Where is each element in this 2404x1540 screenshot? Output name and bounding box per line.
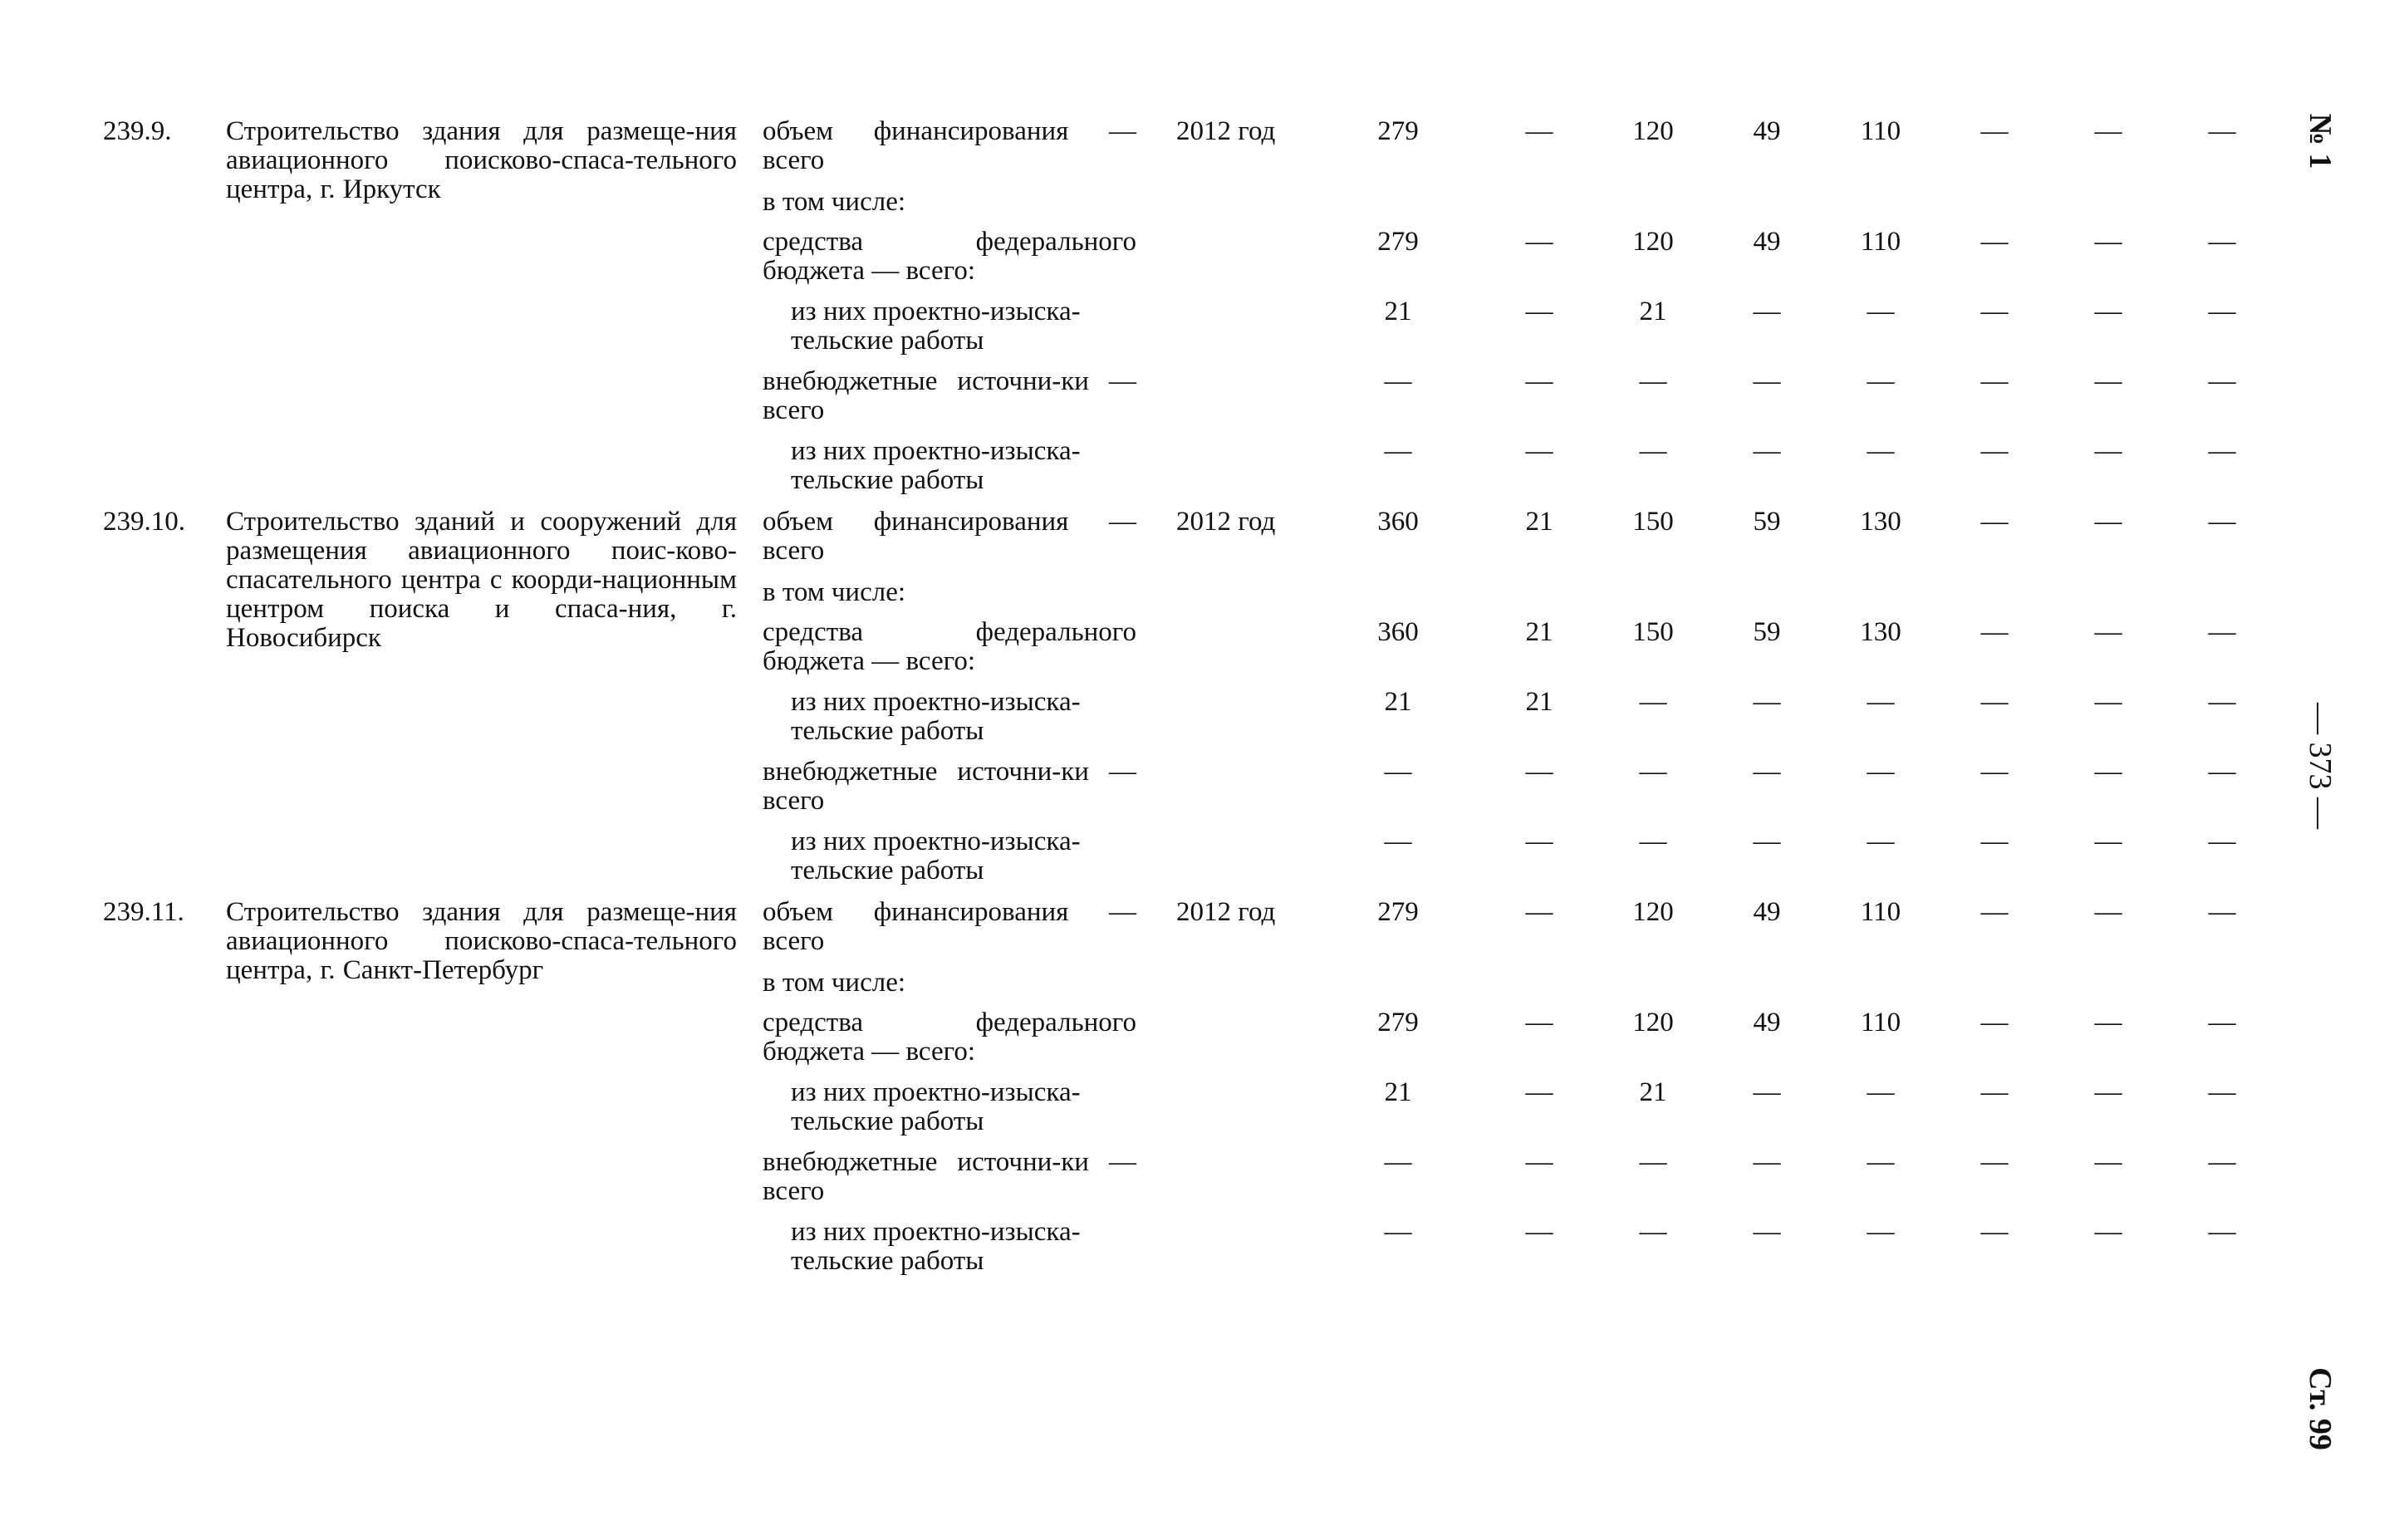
value-cell: 49 <box>1753 1008 1781 1037</box>
financing-label: в том числе: <box>763 577 906 607</box>
value-cell: — <box>1753 826 1781 856</box>
financing-label: из них проектно-изыска-тельские работы <box>791 1077 1081 1136</box>
value-cell: 279 <box>1377 1008 1419 1037</box>
value-cell: — <box>1384 436 1412 466</box>
financing-label: объем финансирования — всего <box>763 507 1136 566</box>
value-cell: — <box>1980 617 2009 647</box>
financing-label: внебюджетные источни-ки — всего <box>763 1147 1136 1206</box>
value-cell: 360 <box>1377 617 1419 647</box>
value-cell: 120 <box>1632 227 1674 257</box>
financing-label: из них проектно-изыска-тельские работы <box>791 297 1081 356</box>
value-cell: 279 <box>1377 116 1419 146</box>
value-cell: — <box>1980 1008 2009 1037</box>
value-cell: — <box>1525 826 1553 856</box>
value-cell: — <box>1753 436 1781 466</box>
value-cell: — <box>2208 436 2236 466</box>
financing-label: объем финансирования — всего <box>763 897 1136 956</box>
value-cell: — <box>2208 1008 2236 1037</box>
value-cell: — <box>2208 826 2236 856</box>
value-cell: — <box>1753 1217 1781 1247</box>
value-cell: 59 <box>1753 617 1781 647</box>
value-cell: — <box>1639 687 1667 717</box>
value-cell: — <box>2208 116 2236 146</box>
financing-label: средства федерального бюджета — всего: <box>763 227 1136 286</box>
value-cell: — <box>1639 366 1667 396</box>
value-cell: 49 <box>1753 897 1781 927</box>
value-cell: — <box>1525 116 1553 146</box>
value-cell: 360 <box>1377 507 1419 537</box>
value-cell: — <box>1980 1217 2009 1247</box>
row-number: 239.11. <box>103 897 184 927</box>
value-cell: — <box>1980 297 2009 326</box>
value-cell: 49 <box>1753 116 1781 146</box>
value-cell: — <box>1753 757 1781 787</box>
page-number: — 373 — <box>2303 703 2338 829</box>
value-cell: — <box>2208 687 2236 717</box>
value-cell: — <box>2094 436 2122 466</box>
financing-label: внебюджетные источни-ки — всего <box>763 366 1136 425</box>
value-cell: — <box>1525 1008 1553 1037</box>
value-cell: — <box>1639 826 1667 856</box>
value-cell: 120 <box>1632 1008 1674 1037</box>
row-number: 239.9. <box>103 116 172 146</box>
value-cell: 110 <box>1860 897 1901 927</box>
financing-label: средства федерального бюджета — всего: <box>763 617 1136 676</box>
value-cell: 21 <box>1639 1077 1667 1107</box>
issue-number: № 1 <box>2303 113 2338 169</box>
value-cell: — <box>1867 687 1895 717</box>
value-cell: 110 <box>1860 1008 1901 1037</box>
value-cell: — <box>1867 1217 1895 1247</box>
value-cell: — <box>1980 826 2009 856</box>
value-cell: — <box>1980 897 2009 927</box>
value-cell: 21 <box>1639 297 1667 326</box>
value-cell: — <box>1525 897 1553 927</box>
value-cell: — <box>1980 227 2009 257</box>
value-cell: — <box>2208 1147 2236 1177</box>
value-cell: — <box>1525 757 1553 787</box>
value-cell: 21 <box>1525 687 1553 717</box>
value-cell: — <box>2094 757 2122 787</box>
article-number: Ст. 99 <box>2303 1367 2338 1450</box>
value-cell: — <box>1525 1077 1553 1107</box>
value-cell: — <box>1980 116 2009 146</box>
value-cell: — <box>2094 116 2122 146</box>
row-description: Строительство здания для размеще-ния авиационного поисково-спаса-тельного центра, г. Иркутск <box>226 116 737 204</box>
value-cell: — <box>1980 687 2009 717</box>
row-description: Строительство здания для размеще-ния авиационного поисково-спаса-тельного центра, г. Санкт-Петербург <box>226 897 737 985</box>
value-cell: 120 <box>1632 897 1674 927</box>
financing-label: в том числе: <box>763 968 906 998</box>
value-cell: 110 <box>1860 116 1901 146</box>
value-cell: — <box>2094 617 2122 647</box>
value-cell: — <box>1525 1147 1553 1177</box>
value-cell: — <box>1867 826 1895 856</box>
financing-label: из них проектно-изыска-тельские работы <box>791 1217 1081 1276</box>
value-cell: — <box>2208 1217 2236 1247</box>
financing-label: из них проектно-изыска-тельские работы <box>791 687 1081 746</box>
value-cell: — <box>2094 1077 2122 1107</box>
value-cell: 21 <box>1525 507 1553 537</box>
value-cell: — <box>1639 436 1667 466</box>
value-cell: 110 <box>1860 227 1901 257</box>
value-cell: — <box>1980 436 2009 466</box>
value-cell: — <box>1384 757 1412 787</box>
value-cell: — <box>1753 297 1781 326</box>
value-cell: — <box>1639 1217 1667 1247</box>
value-cell: — <box>2094 687 2122 717</box>
value-cell: — <box>1384 1217 1412 1247</box>
value-cell: — <box>2208 227 2236 257</box>
value-cell: — <box>1980 1077 2009 1107</box>
row-year: 2012 год <box>1176 116 1276 146</box>
financing-label: средства федерального бюджета — всего: <box>763 1008 1136 1067</box>
value-cell: — <box>2094 1147 2122 1177</box>
value-cell: — <box>1980 507 2009 537</box>
value-cell: — <box>1525 1217 1553 1247</box>
value-cell: — <box>2094 507 2122 537</box>
financing-label: внебюджетные источни-ки — всего <box>763 757 1136 816</box>
value-cell: — <box>1753 687 1781 717</box>
value-cell: 130 <box>1860 617 1901 647</box>
value-cell: — <box>2208 1077 2236 1107</box>
financing-label: из них проектно-изыска-тельские работы <box>791 826 1081 885</box>
value-cell: — <box>1525 297 1553 326</box>
value-cell: — <box>2094 826 2122 856</box>
value-cell: 21 <box>1525 617 1553 647</box>
financing-label: в том числе: <box>763 187 906 217</box>
value-cell: — <box>2208 757 2236 787</box>
value-cell: — <box>1980 366 2009 396</box>
value-cell: 150 <box>1632 507 1674 537</box>
value-cell: — <box>1525 436 1553 466</box>
value-cell: — <box>1753 366 1781 396</box>
value-cell: — <box>2094 366 2122 396</box>
value-cell: — <box>2094 1217 2122 1247</box>
value-cell: — <box>1980 757 2009 787</box>
row-year: 2012 год <box>1176 507 1276 537</box>
value-cell: — <box>1753 1077 1781 1107</box>
value-cell: 150 <box>1632 617 1674 647</box>
value-cell: — <box>1384 366 1412 396</box>
financing-label: из них проектно-изыска-тельские работы <box>791 436 1081 495</box>
row-number: 239.10. <box>103 507 185 537</box>
value-cell: — <box>1525 366 1553 396</box>
value-cell: 279 <box>1377 897 1419 927</box>
value-cell: 21 <box>1384 687 1412 717</box>
value-cell: — <box>1867 436 1895 466</box>
value-cell: — <box>1867 1147 1895 1177</box>
value-cell: — <box>2208 507 2236 537</box>
value-cell: — <box>1384 826 1412 856</box>
financing-label: объем финансирования — всего <box>763 116 1136 175</box>
value-cell: 279 <box>1377 227 1419 257</box>
value-cell: — <box>1867 1077 1895 1107</box>
value-cell: — <box>2094 227 2122 257</box>
value-cell: 49 <box>1753 227 1781 257</box>
value-cell: — <box>2208 617 2236 647</box>
value-cell: 130 <box>1860 507 1901 537</box>
value-cell: — <box>1867 297 1895 326</box>
value-cell: — <box>1525 227 1553 257</box>
value-cell: — <box>2094 297 2122 326</box>
value-cell: — <box>2094 897 2122 927</box>
value-cell: — <box>1384 1147 1412 1177</box>
value-cell: — <box>1639 757 1667 787</box>
value-cell: 21 <box>1384 297 1412 326</box>
value-cell: 21 <box>1384 1077 1412 1107</box>
value-cell: — <box>1639 1147 1667 1177</box>
row-year: 2012 год <box>1176 897 1276 927</box>
value-cell: — <box>1980 1147 2009 1177</box>
value-cell: — <box>2208 297 2236 326</box>
value-cell: 120 <box>1632 116 1674 146</box>
value-cell: — <box>2208 366 2236 396</box>
value-cell: — <box>1753 1147 1781 1177</box>
value-cell: 59 <box>1753 507 1781 537</box>
value-cell: — <box>2208 897 2236 927</box>
value-cell: — <box>2094 1008 2122 1037</box>
row-description: Строительство зданий и сооружений для размещения авиационного поис-ково-спасательного центра с коорди-национным центром поиска и спаса-ния, г. Новосибирск <box>226 507 737 653</box>
value-cell: — <box>1867 366 1895 396</box>
value-cell: — <box>1867 757 1895 787</box>
